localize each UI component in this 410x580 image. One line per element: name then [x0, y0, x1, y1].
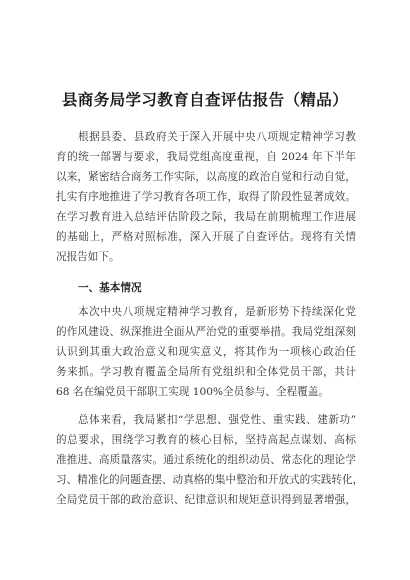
paragraph-line: 况报告如下。 — [56, 251, 120, 263]
paragraph-line: 务来抓。学习教育覆盖全局所有党组织和全体党员干部，共计 — [56, 366, 356, 378]
paragraph-line: 在学习教育进入总结评估阶段之际，我局在前期梳理工作进展 — [56, 211, 356, 223]
paragraph-line: 育的统一部署与要求，我局党组高度重视，自 2024 年下半年 — [56, 151, 356, 163]
paragraph-line: 扎实有序地推进了学习教育各项工作，取得了阶段性显著成效。 — [56, 191, 356, 203]
paragraph-line: 的基础上，严格对照标准，深入开展了自查评估。现将有关情 — [56, 231, 356, 243]
paragraph-line: 根据县委、县政府关于深入开展中央八项规定精神学习教 — [78, 131, 356, 143]
paragraph-line: 认识到其重大政治意义和现实意义，将其作为一项核心政治任 — [56, 346, 356, 358]
paragraph-line: 准推进、高质量落实。通过系统化的组织动员、常态化的理论学 — [56, 454, 356, 466]
paragraph-line: 的总要求，围绕学习教育的核心目标，坚持高起点谋划、高标 — [56, 434, 356, 446]
paragraph-line: 以来，紧密结合商务工作实际，以高度的政治自觉和行动自觉， — [56, 171, 356, 183]
document-title: 县商务局学习教育自查评估报告（精品） — [61, 91, 349, 109]
paragraph-line: 全局党员干部的政治意识、纪律意识和规矩意识得到显著增强， — [56, 494, 356, 506]
section-heading: 一、基本情况 — [78, 282, 142, 294]
paragraph-line: 习、精准化的问题查摆、动真格的集中整治和开放式的实践转化， — [56, 474, 364, 486]
paragraph-line: 的作风建设、纵深推进全面从严治党的重要举措。我局党组深刻 — [56, 326, 356, 338]
paragraph-line: 68 名在编党员干部职工实现 100%全员参与、全程覆盖。 — [56, 386, 329, 398]
paragraph-line: 本次中央八项规定精神学习教育，是新形势下持续深化党 — [78, 306, 356, 318]
paragraph-line: 总体来看，我局紧扣“学思想、强党性、重实践、建新功” — [78, 414, 356, 426]
